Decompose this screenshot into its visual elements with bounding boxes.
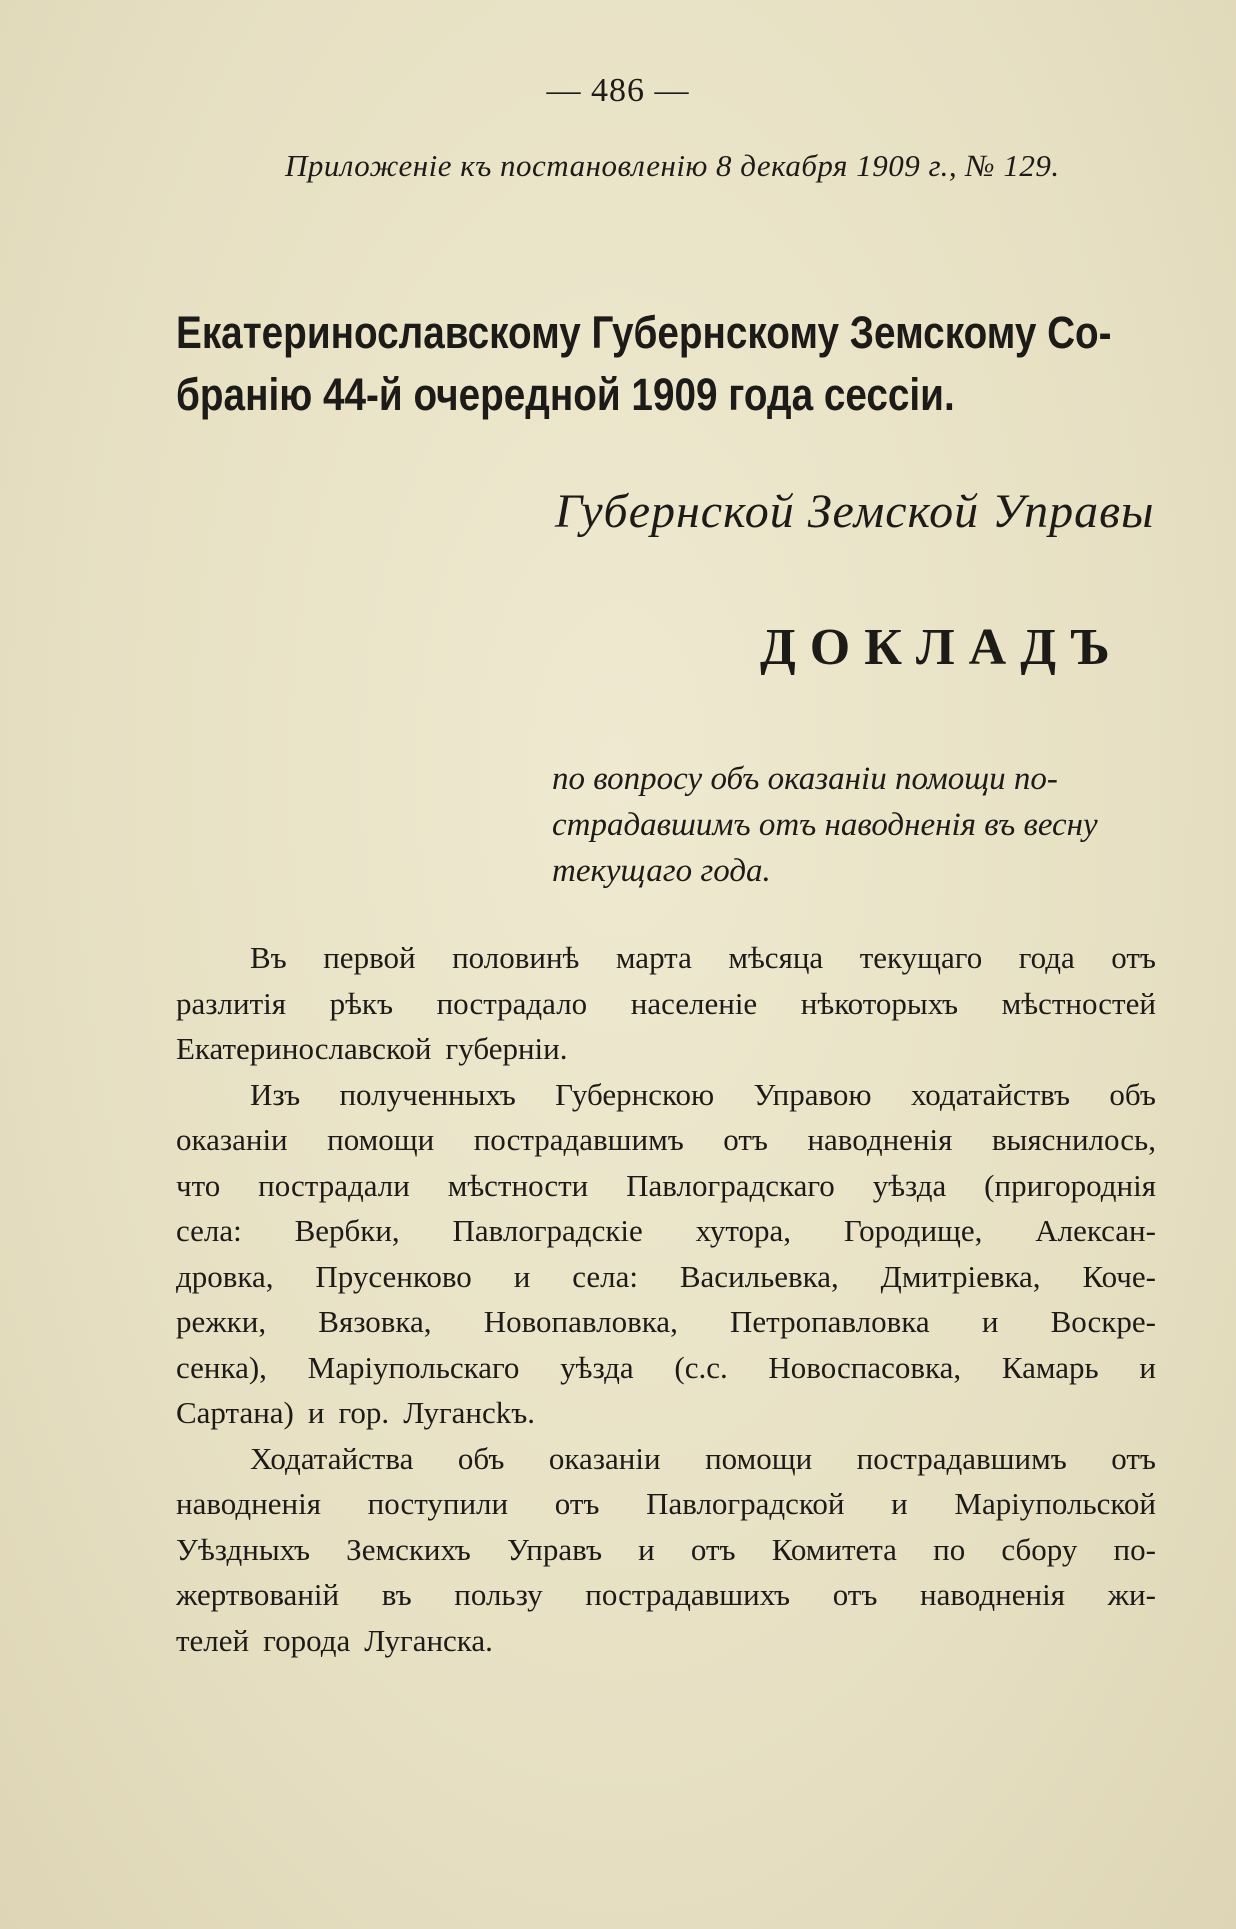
appendix-note: Приложеніе къ постановленію 8 декабря 1909 г., № 129. (285, 148, 1060, 183)
paragraph-line: оказаніи помощи пострадавшимъ отъ наводненія выяснилось, (176, 1122, 1156, 1157)
paragraph-line: Въ первой половинѣ марта мѣсяца текущаго года отъ (250, 940, 1156, 975)
addressee-line-1: Екатеринославскому Губернскому Земскому Со- (176, 307, 1112, 358)
paragraph-line: дровка, Прусенково и села: Васильевка, Дмитріевка, Коче- (176, 1258, 1156, 1294)
paragraph-line: жертвованій въ пользу пострадавшихъ отъ наводненія жи- (176, 1577, 1156, 1612)
subject-line-2: страдавшимъ отъ наводненія въ весну (552, 807, 1098, 843)
paragraph-line: сенка), Маріупольскаго уѣзда (с.с. Новоспасовка, Камарь и (176, 1349, 1156, 1385)
paragraph-line: наводненія поступили отъ Павлоградской и Маріупольской (176, 1486, 1156, 1521)
paragraph-line: режки, Вязовка, Новопавловка, Петропавловка и Воскре- (176, 1304, 1156, 1339)
subject-line-1: по вопросу объ оказаніи помощи по- (552, 761, 1058, 797)
subject-line-3: текущаго года. (552, 853, 771, 889)
addressee-heading (176, 302, 1156, 426)
authority-line: Губернской Земской Управы (555, 485, 1155, 538)
paragraph (176, 935, 1156, 1072)
paragraph-line: телей города Луганска. (176, 1622, 493, 1658)
paragraph-line: что пострадали мѣстности Павлоградскаго уѣзда (пригороднія (176, 1167, 1156, 1203)
addressee-line-2: бранію 44-й очередной 1909 года сессіи. (176, 369, 955, 420)
paragraph (176, 1436, 1156, 1664)
paragraph-line: Сартана) и гор. Лугансkъ. (176, 1395, 536, 1430)
body-text (176, 935, 1156, 1663)
subject-heading (552, 756, 1152, 894)
paragraph-line: села: Вербки, Павлоградскіе хутора, Городище, Алексан- (176, 1213, 1156, 1248)
paragraph-line: Ходатайства объ оказаніи помощи пострадавшимъ отъ (250, 1440, 1156, 1476)
page-number: — 486 — (546, 72, 690, 109)
paragraph (176, 1072, 1156, 1436)
paragraph-line: Изъ полученныхъ Губернскою Управою ходатайствъ объ (250, 1076, 1156, 1112)
document-title: ДОКЛАДЪ (760, 619, 1124, 676)
paragraph-line: разлитія рѣкъ пострадало населеніе нѣкоторыхъ мѣстностей (176, 985, 1156, 1021)
paragraph-line: Уѣздныхъ Земскихъ Управъ и отъ Комитета по сбору по- (176, 1531, 1156, 1567)
paragraph-line: Екатеринославской губерніи. (176, 1031, 568, 1066)
